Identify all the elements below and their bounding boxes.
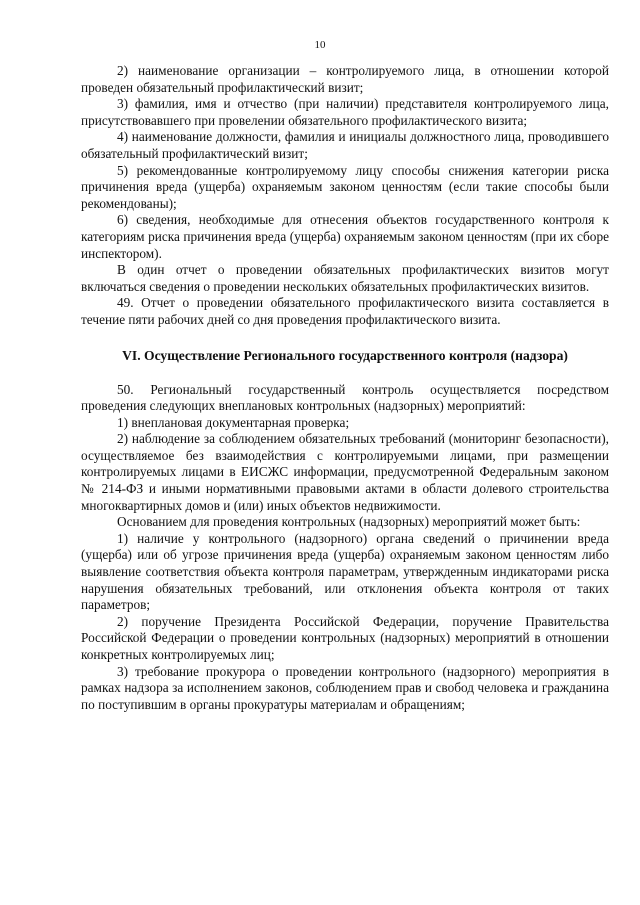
paragraph-item-5: 5) рекомендованные контролируемому лицу способы снижения категории риска причинения вреда (ущерба) охраняемым законом ценностям (если такие способы были рекомендованы);	[81, 162, 609, 211]
paragraph-item-4: 4) наименование должности, фамилия и инициалы должностного лица, проводившего обязательный профилактический визит;	[81, 129, 609, 161]
paragraph-measure-1: 1) внеплановая документарная проверка;	[117, 414, 350, 430]
paragraph-clause-49: 49. Отчет о проведении обязательного профилактического визита составляется в течение пяти рабочих дней со дня проведения профилактического визита.	[81, 295, 609, 327]
paragraph-item-3: 3) фамилия, имя и отчество (при наличии) представителя контролируемого лица, присутствовавшего при провелении обязательного профилактического визита;	[81, 96, 609, 128]
paragraph-measure-2: 2) наблюдение за соблюдением обязательных требований (мониторинг безопасности), осуществляемое без взаимодействия с контролируемыми лицами, при размещении контролируемых лицами в ЕИСЖС информации, предусмотренной Федеральным законом № 214-ФЗ и иными нормативными правовыми актами в области долевого строительства многоквартирных домов и (или) иных объектов недвижимости.	[81, 431, 609, 513]
paragraph-ground-1: 1) наличие у контрольного (надзорного) органа сведений о причинении вреда (ущерба) или об угрозе причинения вреда (ущерба) охраняемым законом ценностям либо выявление соответствия объекта контроля параметрам, утвержденным индикаторами риска нарушения обязательных требований, или отклонения объекта контроля от таких параметров;	[81, 530, 609, 613]
section-heading: VI. Осуществление Регионального государственного контроля (надзора)	[122, 347, 568, 363]
paragraph-item-2: 2) наименование организации – контролируемого лица, в отношении которой проведен обязательный профилактический визит;	[81, 63, 609, 95]
paragraph-single-report: В один отчет о проведении обязательных профилактических визитов могут включаться сведения о проведении нескольких обязательных профилактических визитов.	[81, 262, 609, 294]
paragraph-grounds-intro: Основанием для проведения контрольных (надзорных) мероприятий может быть:	[117, 514, 581, 530]
paragraph-ground-3: 3) требование прокурора о проведении контрольного (надзорного) мероприятия в рамках надзора за исполнением законов, соблюдением прав и свобод человека и гражданина по поступившим в органы прокуратуры материалам и обращениям;	[81, 663, 609, 712]
paragraph-clause-50: 50. Региональный государственный контроль осуществляется посредством проведения следующих внеплановых контрольных (надзорных) мероприятий:	[81, 381, 609, 414]
paragraph-item-6: 6) сведения, необходимые для отнесения объектов государственного контроля к категориям риска причинения вреда (ущерба) охраняемым законом ценностям (при их сборе инспектором).	[81, 212, 609, 261]
page-number: 10	[314, 39, 326, 51]
document-body	[81, 63, 609, 713]
paragraph-ground-2: 2) поручение Президента Российской Федерации, поручение Правительства Российской Федерации о проведении контрольных (надзорных) мероприятий в отношении конкретных контролируемых лиц;	[81, 613, 609, 662]
